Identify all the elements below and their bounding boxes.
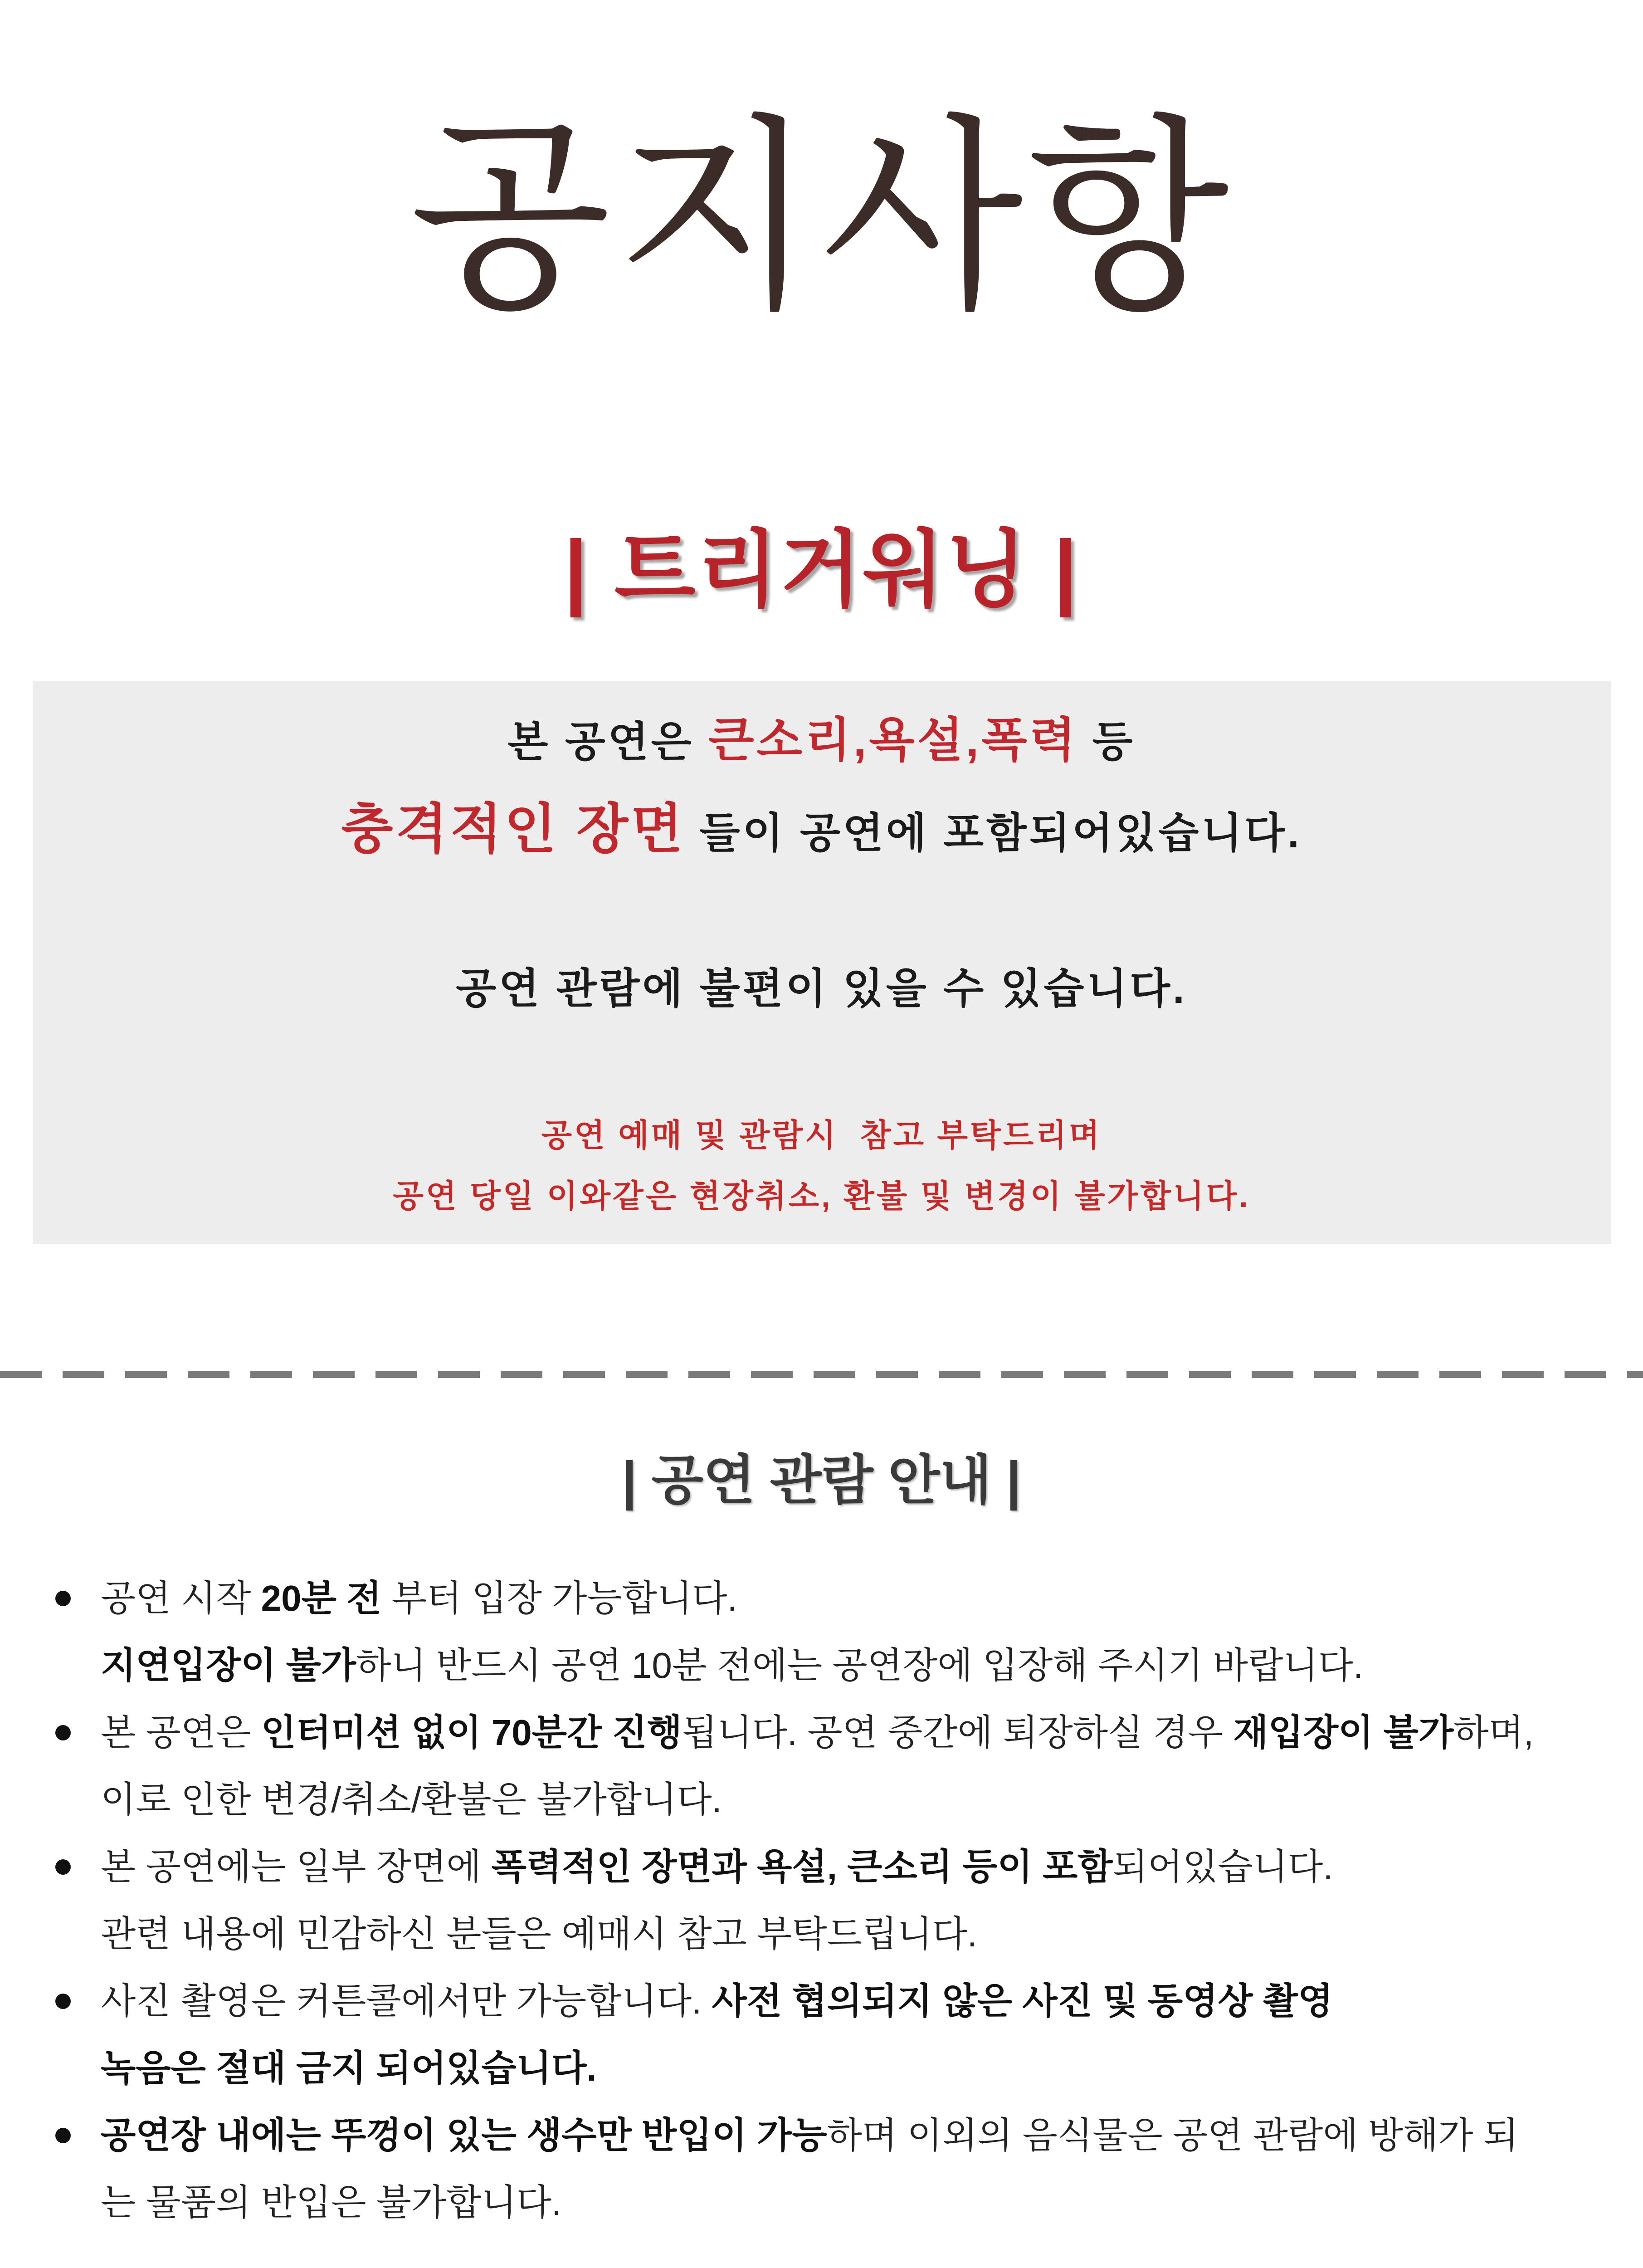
trigger-warning-note-2: 공연 당일 이와같은 현장취소, 환불 및 변경이 불가합니다.	[393, 1178, 1250, 1214]
text: 사진 촬영은 커튼콜에서만 가능합니다.	[101, 1981, 712, 2021]
trigger-warning-line-2	[0, 800, 1643, 859]
emphasis-text: 재입장이 불가	[1233, 1712, 1454, 1753]
text: 공연 시작	[101, 1578, 261, 1618]
guide-item	[0, 1833, 1643, 1968]
text: 이로 인한 변경/취소/환불은 불가합니다.	[101, 1779, 722, 1820]
page-title: 공지사항	[409, 101, 1234, 334]
text: 하며 이외의 음식물은 공연 관람에 방해가 되	[827, 2115, 1519, 2156]
text: 관련 내용에 민감하신 분들은 예매시 참고 부탁드립니다.	[101, 1914, 978, 1954]
guide-item	[0, 1699, 1643, 1833]
trigger-warning-line-1	[0, 711, 1643, 770]
guide-item-line	[0, 1766, 1643, 1833]
guide-item	[0, 2102, 1643, 2236]
trigger-line-2-highlight: 충격적인 장면	[341, 799, 686, 859]
trigger-line-2-text: 들이 공연에 포함되어있습니다.	[685, 810, 1302, 856]
emphasis-text: 폭력적인 장면과 욕설, 큰소리 등이 포함	[491, 1847, 1113, 1887]
text: 하니 반드시 공연 10분 전에는 공연장에 입장해 주시기 바랍니다.	[356, 1645, 1364, 1686]
guide-heading: | 공연 관람 안내 |	[621, 1451, 1022, 1510]
guide-item-line	[0, 1901, 1643, 1968]
emphasis-text: 녹음은 절대 금지 되어있습니다.	[101, 2048, 597, 2088]
guide-item-line	[0, 1968, 1643, 2035]
guide-item	[0, 1565, 1643, 1699]
guide-item-line	[0, 1632, 1643, 1699]
bullet-icon	[55, 1725, 71, 1740]
emphasis-text: 20분 전	[261, 1578, 382, 1618]
dashed-divider	[0, 1370, 1643, 1378]
trigger-warning-note-1: 공연 예매 및 관람시 참고 부탁드리며	[541, 1118, 1102, 1153]
text: 본 공연에는 일부 장면에	[101, 1847, 492, 1887]
text: 됩니다. 공연 중간에 퇴장하실 경우	[682, 1712, 1233, 1753]
emphasis-text: 인터미션 없이 70분간 진행	[261, 1712, 683, 1753]
trigger-line-1-highlight: 큰소리,욕설,폭력	[708, 714, 1078, 767]
text: 하며,	[1453, 1712, 1534, 1753]
trigger-line-1-text-b: 등	[1078, 719, 1136, 765]
bullet-icon	[55, 1994, 71, 2009]
guide-item-line	[0, 1699, 1643, 1766]
guide-list	[0, 1565, 1643, 2236]
emphasis-text: 공연장 내에는 뚜껑이 있는 생수만 반입이 가능	[101, 2115, 827, 2156]
bullet-icon	[55, 1591, 71, 1606]
guide-item-line	[0, 1833, 1643, 1901]
text: 는 물품의 반입은 불가합니다.	[101, 2182, 562, 2223]
guide-item	[0, 1968, 1643, 2102]
text: 본 공연은	[101, 1712, 261, 1753]
trigger-warning-line-3: 공연 관람에 불편이 있을 수 있습니다.	[456, 966, 1187, 1012]
guide-item-line	[0, 2169, 1643, 2236]
emphasis-text: 사전 협의되지 않은 사진 및 동영상 촬영	[712, 1981, 1333, 2021]
emphasis-text: 지연입장이 불가	[101, 1645, 356, 1686]
trigger-line-1-text-a: 본 공연은	[507, 719, 709, 765]
text: 부터 입장 가능합니다.	[381, 1578, 737, 1618]
bullet-icon	[55, 1859, 71, 1875]
bullet-icon	[55, 2128, 71, 2143]
guide-item-line	[0, 2035, 1643, 2102]
text: 되어있습니다.	[1112, 1847, 1333, 1887]
guide-item-line	[0, 1565, 1643, 1632]
guide-item-line	[0, 2102, 1643, 2169]
trigger-warning-heading: | 트리거워닝 |	[564, 523, 1079, 617]
